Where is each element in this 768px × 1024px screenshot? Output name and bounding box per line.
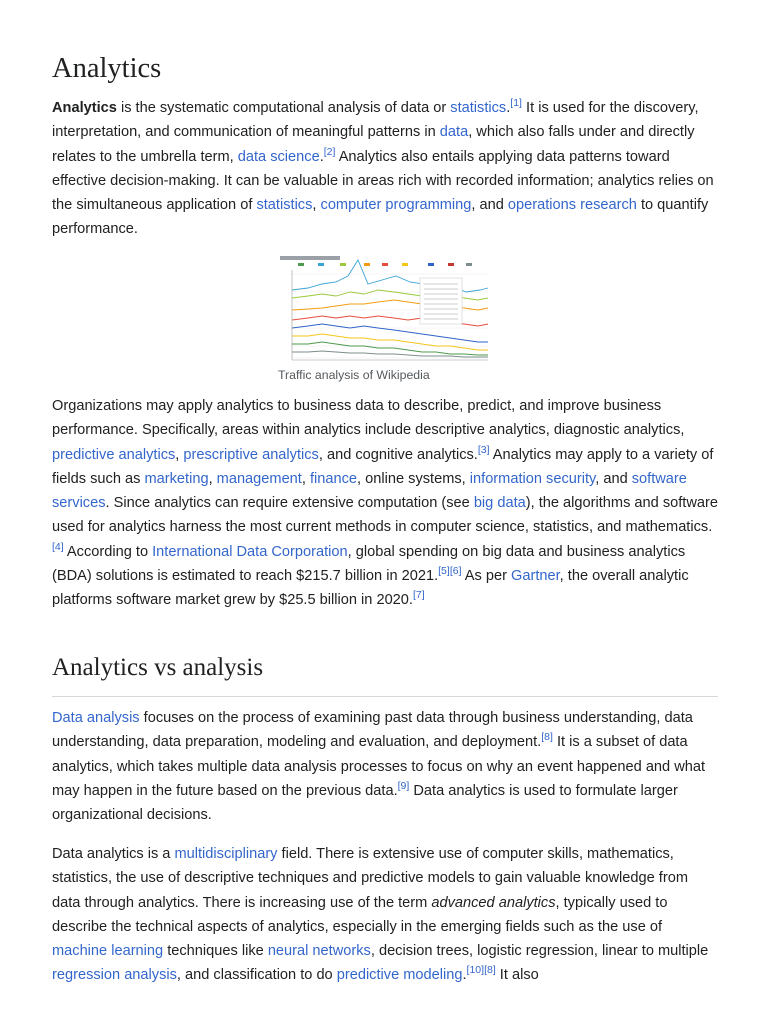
text-run: Data analytics is a xyxy=(52,846,175,862)
link-software-services[interactable]: software services xyxy=(52,470,687,512)
text-run: It also xyxy=(495,967,539,984)
text-run: , decision trees, logistic regression, linear to multiple xyxy=(370,943,709,960)
link-idc[interactable]: International Data Corporation xyxy=(152,543,348,560)
link-multidisciplinary[interactable]: multidisciplinary xyxy=(174,846,278,862)
text-run: , typically used to describe the technical aspects of analytics, especially in the emerging fields such as the use of xyxy=(52,894,668,935)
link-neural-networks[interactable]: neural networks xyxy=(267,943,371,960)
text-run: is the systematic computational analysis of data or xyxy=(116,100,451,116)
link-predictive-modeling[interactable]: predictive modeling xyxy=(336,967,463,984)
ref-7[interactable]: [7] xyxy=(412,589,425,602)
text-run: It is a subset of data analytics, which takes multiple data analysis processes to focus on why an event happened and what may happen in the future based on the previous data. xyxy=(52,734,706,799)
text-run: , and classification to do xyxy=(176,967,337,984)
text-run: , xyxy=(312,197,321,214)
page-title: Analytics xyxy=(52,53,162,84)
text-run: . xyxy=(462,967,467,984)
link-prescriptive-analytics[interactable]: prescriptive analytics xyxy=(183,446,319,463)
link-data-analysis[interactable]: Data analysis xyxy=(52,710,140,726)
ref-8-b[interactable]: [8] xyxy=(484,964,496,977)
text-run: techniques like xyxy=(163,943,268,960)
chart-tooltip-box xyxy=(420,278,462,324)
link-predictive-analytics[interactable]: predictive analytics xyxy=(52,446,176,463)
link-gartner[interactable]: Gartner xyxy=(511,568,560,585)
text-run: , and cognitive analytics. xyxy=(318,446,478,463)
traffic-chart-thumbnail[interactable] xyxy=(278,254,494,366)
ref-1[interactable]: [1] xyxy=(510,97,522,110)
text-run: . Since analytics can require extensive computation (see xyxy=(105,495,474,512)
ref-3[interactable]: [3] xyxy=(477,443,490,456)
term-italic: advanced analytics xyxy=(431,894,556,911)
term-bold: Analytics xyxy=(52,100,117,116)
text-run: Analytics may apply to a variety of fields such as xyxy=(52,446,714,487)
text-run: focuses on the process of examining past data through business understanding, data understanding, data preparation, modeling and evaluation, and deployment. xyxy=(52,710,693,751)
text-run: to quantify performance. xyxy=(52,197,709,238)
paragraph-organizations xyxy=(52,394,718,613)
text-run: Data analytics is used to formulate larger organizational decisions. xyxy=(52,782,678,824)
text-run: field. There is extensive use of computer skills, mathematics, statistics, the use of descriptive techniques and predictive models to gain valuable knowledge from data through analytics. There is increasing use of the term xyxy=(52,846,688,911)
link-management[interactable]: management xyxy=(216,470,302,487)
link-data[interactable]: data xyxy=(439,124,469,141)
link-information-security[interactable]: information security xyxy=(469,470,596,487)
figure-traffic-analysis xyxy=(278,254,494,382)
link-data-science[interactable]: data science xyxy=(237,148,320,165)
link-big-data[interactable]: big data xyxy=(473,495,526,512)
text-run: It is used for the discovery, interpretation, and communication of meaningful patterns in xyxy=(52,100,699,141)
link-operations-research[interactable]: operations research xyxy=(507,197,637,214)
ref-6[interactable]: [6] xyxy=(449,565,462,578)
text-run: Analytics also entails applying data patterns toward effective decision-making. It can be valuable in areas rich with recorded information; analytics relies on the simultaneous application of xyxy=(52,148,714,214)
text-run: , xyxy=(301,470,310,487)
link-marketing[interactable]: marketing xyxy=(144,470,209,487)
ref-8[interactable]: [8] xyxy=(541,731,553,744)
text-run: , and xyxy=(595,470,632,487)
section-heading-analytics-vs-analysis: Analytics vs analysis xyxy=(52,654,264,681)
paragraph-data-analysis xyxy=(52,706,718,827)
intro-paragraph: Analytics is the systematic computational analysis of data or statistics.[1] It is used for the discovery, interpretation, and communication of meaningful patterns in data, which also falls under and directly relates to the umbrella term, data science.[2] Analytics also entails applying data patterns toward effective decision-making. It can be valuable in areas rich with recorded information; analytics relies on the simultaneous application of statistics, computer programming, and operations research to quantify performance. xyxy=(52,97,714,238)
link-finance[interactable]: finance xyxy=(309,470,358,487)
text-run: , xyxy=(208,470,217,487)
text-run: As per xyxy=(461,568,511,585)
ref-5[interactable]: [5] xyxy=(438,565,450,578)
text-run: , xyxy=(175,446,184,463)
text-run: , the overall analytic platforms software market grew by $25.5 billion in 2020. xyxy=(52,568,689,609)
link-statistics-2[interactable]: statistics xyxy=(256,197,313,214)
paragraph-multidisciplinary xyxy=(52,842,718,988)
link-machine-learning[interactable]: machine learning xyxy=(52,943,164,960)
text-run: , and xyxy=(471,197,508,214)
ref-2[interactable]: [2] xyxy=(323,145,336,158)
ref-9[interactable]: [9] xyxy=(397,780,410,793)
text-run: According to xyxy=(63,543,153,560)
text-run: ), the algorithms and software used for analytics harness the most current methods in computer science, statistics, and mathematics. xyxy=(52,495,718,536)
text-run: , global spending on big data and business analytics (BDA) solutions is estimated to reach $215.7 billion in 2021. xyxy=(52,543,686,585)
ref-10[interactable]: [10] xyxy=(466,964,485,977)
ref-4[interactable]: [4] xyxy=(52,540,64,553)
link-regression-analysis[interactable]: regression analysis xyxy=(52,967,177,984)
section-divider xyxy=(52,696,718,697)
link-statistics[interactable]: statistics xyxy=(450,100,507,116)
text-run: , online systems, xyxy=(357,470,470,487)
text-run: Organizations may apply analytics to business data to describe, predict, and improve business performance. Specifically, areas within analytics include descriptive analytics, diagnostic analytics, xyxy=(52,398,685,439)
figure-caption: Traffic analysis of Wikipedia xyxy=(278,368,430,382)
link-computer-programming[interactable]: computer programming xyxy=(320,197,472,214)
text-run: , which also falls under and directly relates to the umbrella term, xyxy=(52,124,695,165)
chart-title-placeholder xyxy=(280,256,340,260)
